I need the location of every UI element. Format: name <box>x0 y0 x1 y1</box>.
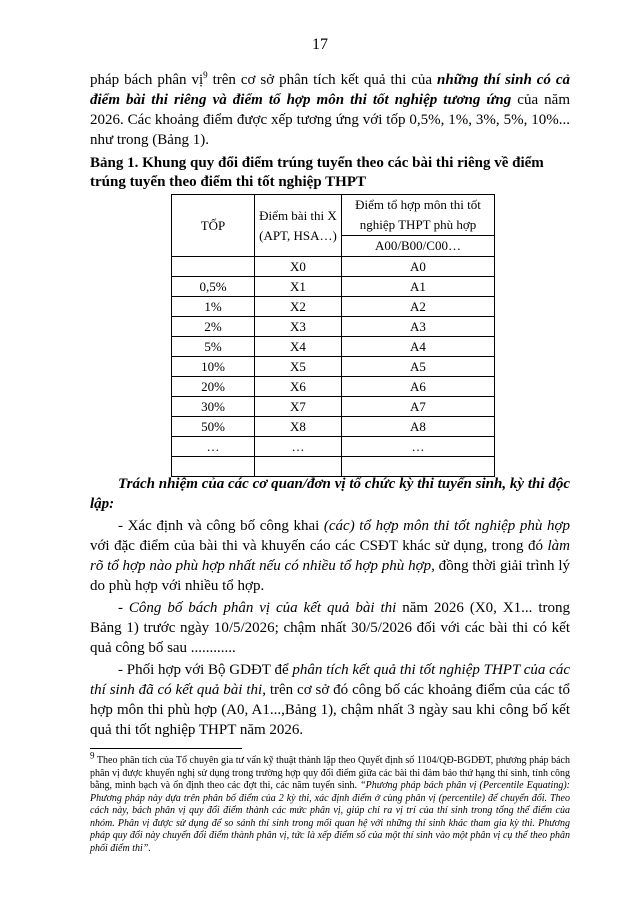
table-cell-x: … <box>255 437 342 457</box>
table-cell-a: A0 <box>342 257 495 277</box>
bullet-2-text-2: năm 2026 (X0, X1... trong Bảng 1) trước ngày 10/5/2026; chậm nhất 30/5/2026 đối với các bài thi có kết quả công bố sau ............ <box>90 600 570 656</box>
table-cell-a: A6 <box>342 377 495 397</box>
conversion-table <box>171 194 495 477</box>
footnote-number: 9 <box>90 750 95 761</box>
table-caption: Bảng 1. Khung quy đổi điểm trúng tuyển theo các bài thi riêng về điểm trúng tuyển theo điểm thi tốt nghiệp THPT <box>90 155 544 190</box>
table-cell-x: X5 <box>255 357 342 377</box>
intro-paragraph <box>90 70 570 150</box>
table-cell-top: 0,5% <box>172 277 255 297</box>
intro-emphasis: những thí sinh có cả điểm bài thi riêng và điểm tổ hợp môn thi tốt nghiệp tương ứng <box>90 72 570 108</box>
footnote-separator <box>90 748 242 749</box>
intro-text-1: pháp bách phân vị <box>90 72 204 88</box>
header-score-x: Điểm bài thi X (APT, HSA…) <box>255 195 342 257</box>
bullet-1-text-2: với đặc điểm của bài thi và khuyến cáo các CSĐT khác sử dụng, trong đó <box>90 538 548 554</box>
bullet-3-text-1: - Phối hợp với Bộ GDĐT để <box>118 662 293 678</box>
table-row <box>172 317 495 337</box>
bullet-1-italic-2: làm rõ tổ hợp nào phù hợp nhất nếu có nhiều tổ hợp phù hợp, <box>90 538 570 574</box>
table-cell-a: A5 <box>342 357 495 377</box>
responsibility-heading: Trách nhiệm của các cơ quan/đơn vị tổ chức kỳ thi tuyển sinh, kỳ thi độc lập: <box>90 476 570 512</box>
table-cell-top <box>172 257 255 277</box>
table-cell-top: 2% <box>172 317 255 337</box>
table-cell-a: A7 <box>342 397 495 417</box>
page-number: 17 <box>312 36 328 53</box>
table-cell-x: X4 <box>255 337 342 357</box>
bullet-1-text-1: - Xác định và công bố công khai <box>118 518 324 534</box>
bullet-2-italic-1: Công bố bách phân vị của kết quả bài thi <box>128 600 397 616</box>
table-cell-a: … <box>342 437 495 457</box>
bullet-1 <box>90 516 570 596</box>
table-cell-a: A1 <box>342 277 495 297</box>
bullet-1-text-3: đồng thời giải trình lý do phù hợp với nhiều tổ hợp. <box>90 558 570 594</box>
intro-text-3: của năm 2026. Các khoảng điểm được xếp tương ứng với tốp 0,5%, 1%, 3%, 5%, 10%... như trong (Bảng 1). <box>90 92 570 148</box>
header-combination: A00/B00/C00… <box>342 236 495 257</box>
table-row <box>172 377 495 397</box>
table-cell-a: A8 <box>342 417 495 437</box>
table-row <box>172 297 495 317</box>
table-cell-top: 5% <box>172 337 255 357</box>
header-score-a: Điểm tổ hợp môn thi tốt nghiệp THPT phù hợp <box>342 195 495 236</box>
table-row <box>172 277 495 297</box>
table-cell-x: X3 <box>255 317 342 337</box>
table-row <box>172 337 495 357</box>
footnote-text-1: Theo phân tích của Tổ chuyên gia tư vấn kỹ thuật thành lập theo Quyết định số 1104/QĐ-BGDĐT, phương pháp bách phân vị được khuyến nghị sử dụng trong trường hợp quy đổi điểm giữa các bài thi đảm bảo thứ hạng thí sinh, tính công bằng, minh bạch và ổn định theo các đợt thi, các năm tuyển sinh. <box>90 755 570 791</box>
table-cell-top: 10% <box>172 357 255 377</box>
table-cell-x: X7 <box>255 397 342 417</box>
table-row <box>172 397 495 417</box>
bullet-2 <box>90 598 570 658</box>
bullet-3 <box>90 660 570 740</box>
footnote-ref: 9 <box>203 70 208 80</box>
table-cell-x: X2 <box>255 297 342 317</box>
footnote-quote: “Phương pháp bách phân vị (Percentile Equating): Phương pháp này dựa trên phân bố điểm của 2 kỳ thi, xác định điểm ở cùng phân vị (percentile) để chuyển đổi. Theo cách này, bách phân vị quy đổi điểm thành các mức phân vị, giúp chỉ ra vị trí của thí sinh trong tổng thể điểm của nhóm. Phân vị được sử dụng để so sánh thí sinh trong mối quan hệ với những thí sinh khác tham gia kỳ thi. Phương pháp quy đổi này chuyển đổi điểm thành phân vị, tức là xếp điểm số của một thí sinh vào một phân vị cụ thể theo phân phối điểm thi”. <box>90 780 570 854</box>
table-cell-x: X0 <box>255 257 342 277</box>
table-cell-x: X6 <box>255 377 342 397</box>
table-cell-top: 20% <box>172 377 255 397</box>
footnote <box>90 750 570 855</box>
table-row <box>172 417 495 437</box>
table-row <box>172 257 495 277</box>
table-cell-top: 1% <box>172 297 255 317</box>
table-cell-a: A3 <box>342 317 495 337</box>
table-cell-a: A2 <box>342 297 495 317</box>
intro-text-2: trên cơ sở phân tích kết quả thi của <box>207 72 438 88</box>
bullet-3-italic-1: phân tích kết quả thi tốt nghiệp THPT của các thí sinh đã có kết quả bài thi <box>90 662 570 698</box>
header-top: TỐP <box>172 195 255 257</box>
table-row <box>172 357 495 377</box>
table-row <box>172 437 495 457</box>
bullet-2-text-1: - <box>118 600 129 616</box>
table-cell-top: … <box>172 437 255 457</box>
table-cell-x: X8 <box>255 417 342 437</box>
bullet-1-italic-1: (các) tổ hợp môn thi tốt nghiệp phù hợp <box>323 518 571 534</box>
table-cell-a: A4 <box>342 337 495 357</box>
table-cell-top: 30% <box>172 397 255 417</box>
table-cell-top: 50% <box>172 417 255 437</box>
bullet-3-text-2: , trên cơ sở đó công bố các khoảng điểm của các tổ hợp môn thi phù hợp (A0, A1...,Bảng 1), chậm nhất 3 ngày sau khi công bố kết quả thi tốt nghiệp THPT năm 2026. <box>90 682 571 738</box>
table-cell-x: X1 <box>255 277 342 297</box>
